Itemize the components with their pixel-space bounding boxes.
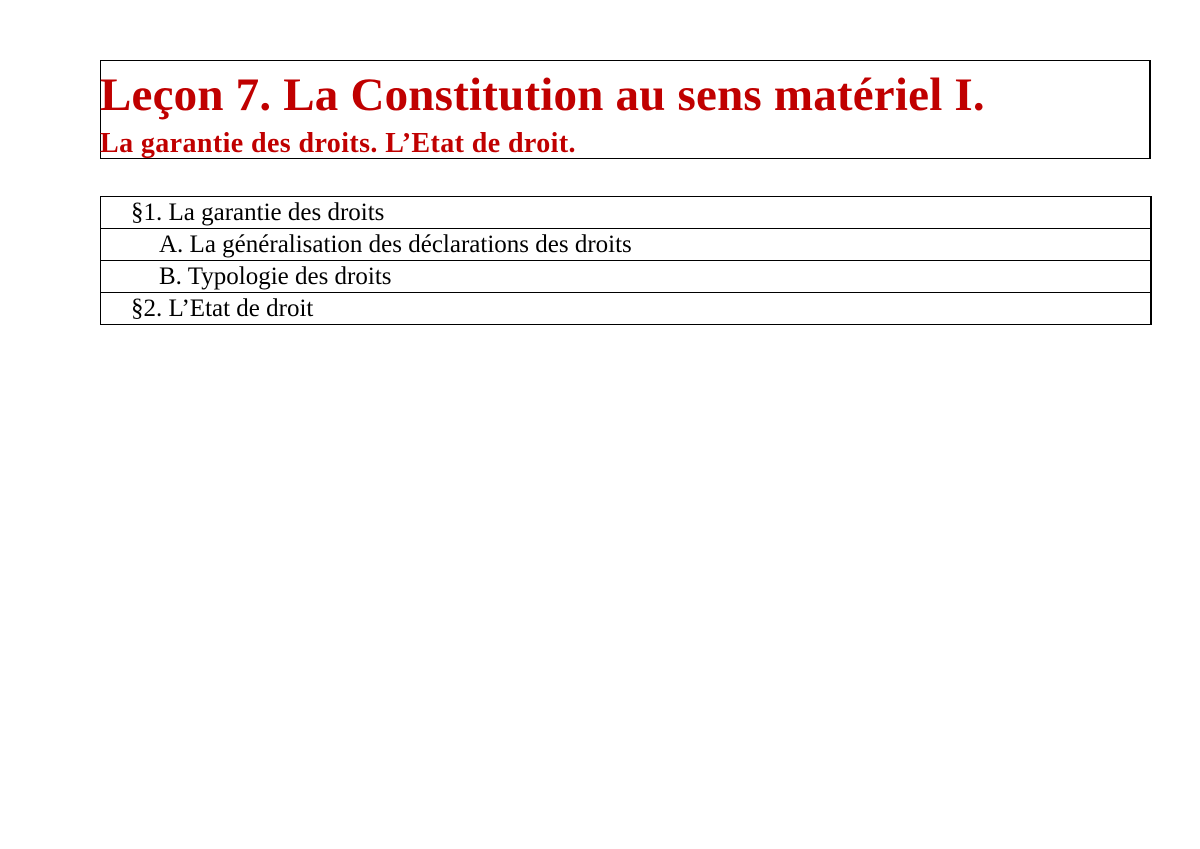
outline-row	[101, 229, 1152, 261]
outline-item-section-1a: A. La généralisation des déclarations des droits	[101, 229, 1152, 261]
outline-item-section-1b: B. Typologie des droits	[101, 261, 1152, 293]
outline-row	[101, 293, 1152, 325]
lesson-heading	[100, 0, 1151, 200]
lesson-title: Leçon 7. La Constitution au sens matériel I.	[100, 69, 985, 121]
outline-row	[101, 197, 1152, 229]
lesson-subtitle: La garantie des droits. L’Etat de droit.	[100, 128, 576, 159]
outline-item-section-1: §1. La garantie des droits	[101, 197, 1152, 229]
outline-row	[101, 261, 1152, 293]
outline-item-section-2: §2. L’Etat de droit	[101, 293, 1152, 325]
lesson-outline	[100, 196, 1152, 325]
